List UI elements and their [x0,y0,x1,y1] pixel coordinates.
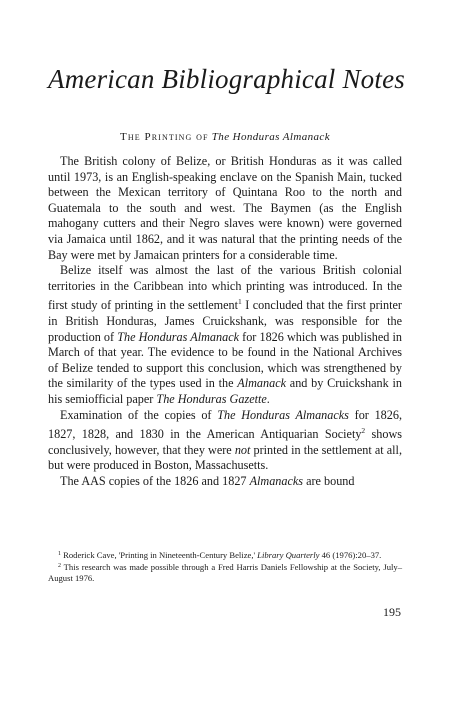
paragraph [48,263,402,407]
text-run: for 1826, 1827, 1828, and 1830 in the American Antiquarian Society [48,407,403,442]
article-body [48,154,402,489]
italic-text: Almanacks [249,473,304,488]
footnote-marker: 2 [361,426,366,436]
journal-title: American Bibliographical Notes [48,64,405,94]
footnote-marker: 1 [238,297,242,307]
footnote-marker: 1 [58,551,61,557]
footnote [48,549,402,561]
text-run: The British colony of Belize, or British Honduras as it was called until 1973, is an English-speaking enclave on the Spanish Main, tucked between the Mexican territory of Quintana Roo to the north and Guatemala to the south and west. The Baymen (as the English mahogany cutters and their Negro slaves were known) were governed via Jamaica until 1862, and it was natural that the printing needs of the Bay were met by Jamaican printers for a considerable time. [48,154,402,262]
text-run: I concluded that the first printer in British Honduras, James Cruickshank, was responsible for the production of [48,298,402,344]
text-run: for 1826 which was published in March of that year. The evidence to be found in the National Archives of Belize tended to support this conclusion, which was strengthened by the similarity of the types used in the [48,329,402,391]
italic-text: The Honduras Almanacks [217,407,349,422]
page-number: 195 [383,605,401,619]
text-run: Examination of the copies of [60,407,218,422]
text-run: printed in the settlement at all, but were produced in Boston, Massachusetts. [48,442,402,473]
text-run: Belize itself was almost the last of the various British colonial territories in the Caribbean into which printing was introduced. In the first study of printing in the settlement [48,263,402,313]
footnote [48,561,402,584]
footnotes [48,549,402,584]
text-run: . [266,391,270,406]
text-run: Roderick Cave, 'Printing in Nineteenth-Century Belize,' [61,550,258,560]
italic-text: The Honduras Almanack [117,329,240,344]
paragraph [48,154,402,263]
text-run: are bound [303,473,355,488]
text-run: shows conclusively, however, that they were [48,427,402,457]
italic-text: The Honduras Gazette [156,391,267,406]
paragraph [48,474,402,490]
italic-text: Library Quarterly [257,550,320,560]
article-title-italic: The Honduras Almanack [211,131,330,143]
text-run: and by Cruickshank in his semiofficial paper [48,376,402,406]
footnote-marker: 2 [58,563,61,569]
text-run: 46 (1976):20–37. [319,550,382,560]
paragraph [48,408,402,474]
italic-text: Almanack [237,376,287,391]
text-run: This research was made possible through a Fred Harris Daniels Fellowship at the Society, July–August 1976. [48,562,402,583]
italic-text: not [234,442,251,457]
text-run: The AAS copies of the 1826 and 1827 [60,473,250,488]
article-title-prefix: The Printing of [120,131,209,143]
article-title [0,130,450,144]
